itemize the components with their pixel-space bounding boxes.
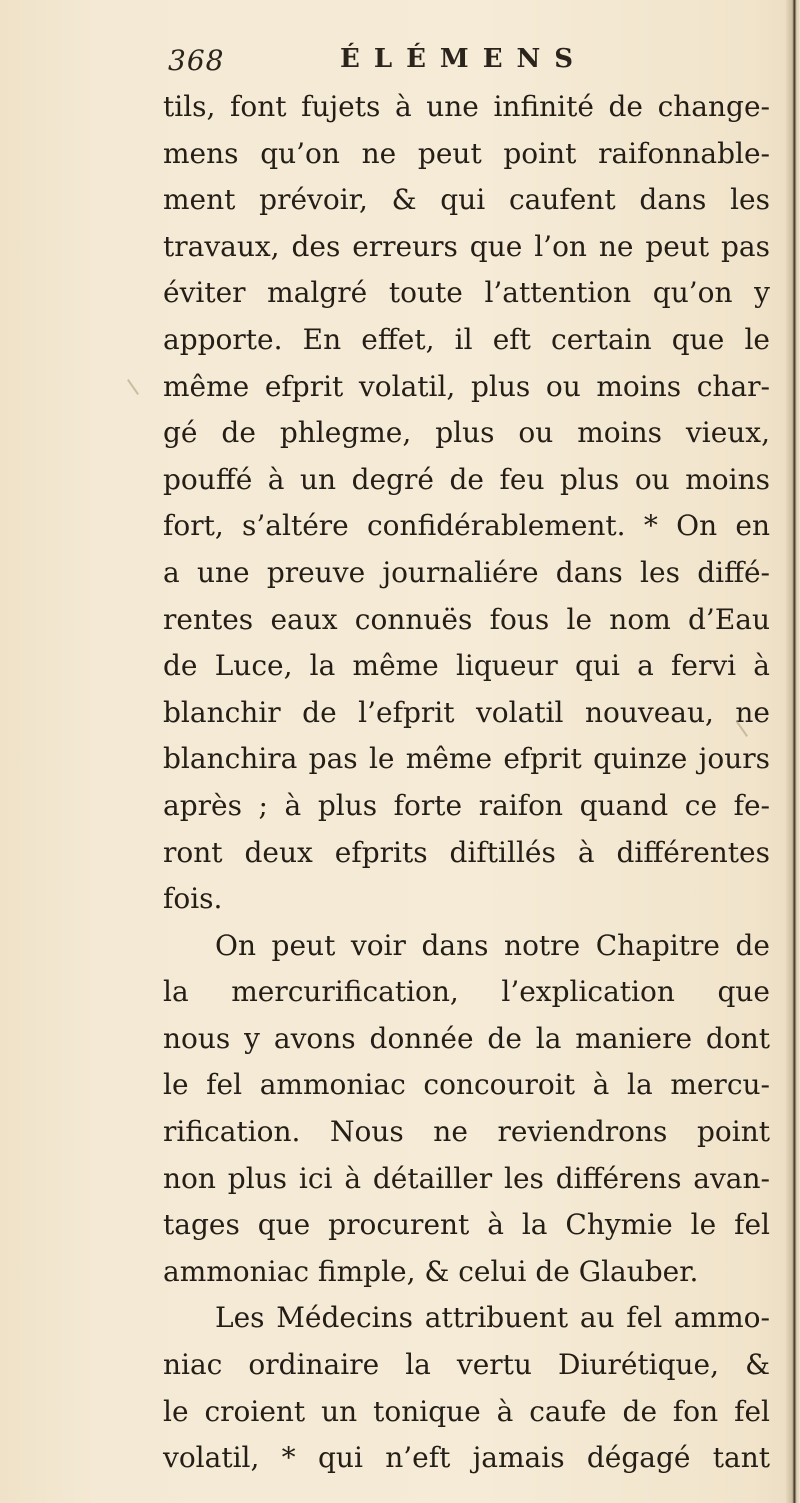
text-line: tils, font fujets à une infinité de change- (163, 90, 770, 123)
text-line: éviter malgré toute l’attention qu’on y (163, 276, 770, 310)
text-line: rification. Nous ne reviendrons point (163, 1115, 770, 1149)
paragraph-3 (163, 1295, 770, 1481)
text-line: travaux, des erreurs que l’on ne peut pas (163, 229, 770, 263)
text-line: gé de phlegme, plus ou moins vieux, (163, 416, 770, 450)
text-line: nous y avons donnée de la maniere dont (163, 1021, 770, 1055)
paragraph-2 (163, 923, 770, 1296)
text-line: fois. (163, 882, 223, 916)
text-line: tages que procurent à la Chymie le fel (163, 1208, 770, 1242)
text-line: pouffé à un degré de feu plus ou moins (163, 462, 770, 496)
text-line: ront deux efprits diftillés à différentes (163, 835, 770, 869)
body-text (163, 84, 770, 1482)
text-line: mens qu’on ne peut point raifonnable- (163, 136, 770, 170)
paragraph-1 (163, 84, 770, 923)
text-line: non plus ici à détailler les différens avan- (163, 1161, 770, 1195)
running-head: ÉLÉMENS (340, 44, 588, 74)
page-edge (786, 0, 800, 1503)
margin-mark (127, 379, 139, 395)
text-line: a une preuve journaliére dans les diffé- (163, 555, 770, 589)
text-line: fort, s’altére confidérablement. * On en (163, 509, 770, 543)
text-line: ammoniac fimple, & celui de Glauber. (163, 1254, 699, 1288)
text-line: après ; à plus forte raifon quand ce fe- (163, 788, 770, 822)
page-header (168, 36, 628, 86)
text-line: le fel ammoniac concouroit à la mercu- (163, 1068, 770, 1102)
text-line: même efprit volatil, plus ou moins char- (163, 369, 770, 403)
text-line: de Luce, la même liqueur qui a fervi à (163, 649, 770, 683)
text-line: Les Médecins attribuent au fel ammo- (215, 1301, 770, 1335)
text-line: rentes eaux connuës fous le nom d’Eau (163, 602, 770, 636)
text-line: volatil, * qui n’eft jamais dégagé tant (163, 1441, 770, 1475)
text-line: On peut voir dans notre Chapitre de (215, 928, 770, 962)
page-number: 368 (168, 44, 225, 77)
text-line: apporte. En effet, il eft certain que le (163, 322, 770, 356)
text-line: la mercurification, l’explication que (163, 975, 770, 1009)
text-line: blanchir de l’efprit volatil nouveau, ne (163, 695, 770, 729)
text-line: le croient un tonique à caufe de fon fel (163, 1394, 770, 1428)
text-line: ment prévoir, & qui caufent dans les (163, 183, 770, 217)
text-line: blanchira pas le même efprit quinze jours (163, 742, 770, 776)
text-line: niac ordinaire la vertu Diurétique, & (163, 1348, 770, 1382)
